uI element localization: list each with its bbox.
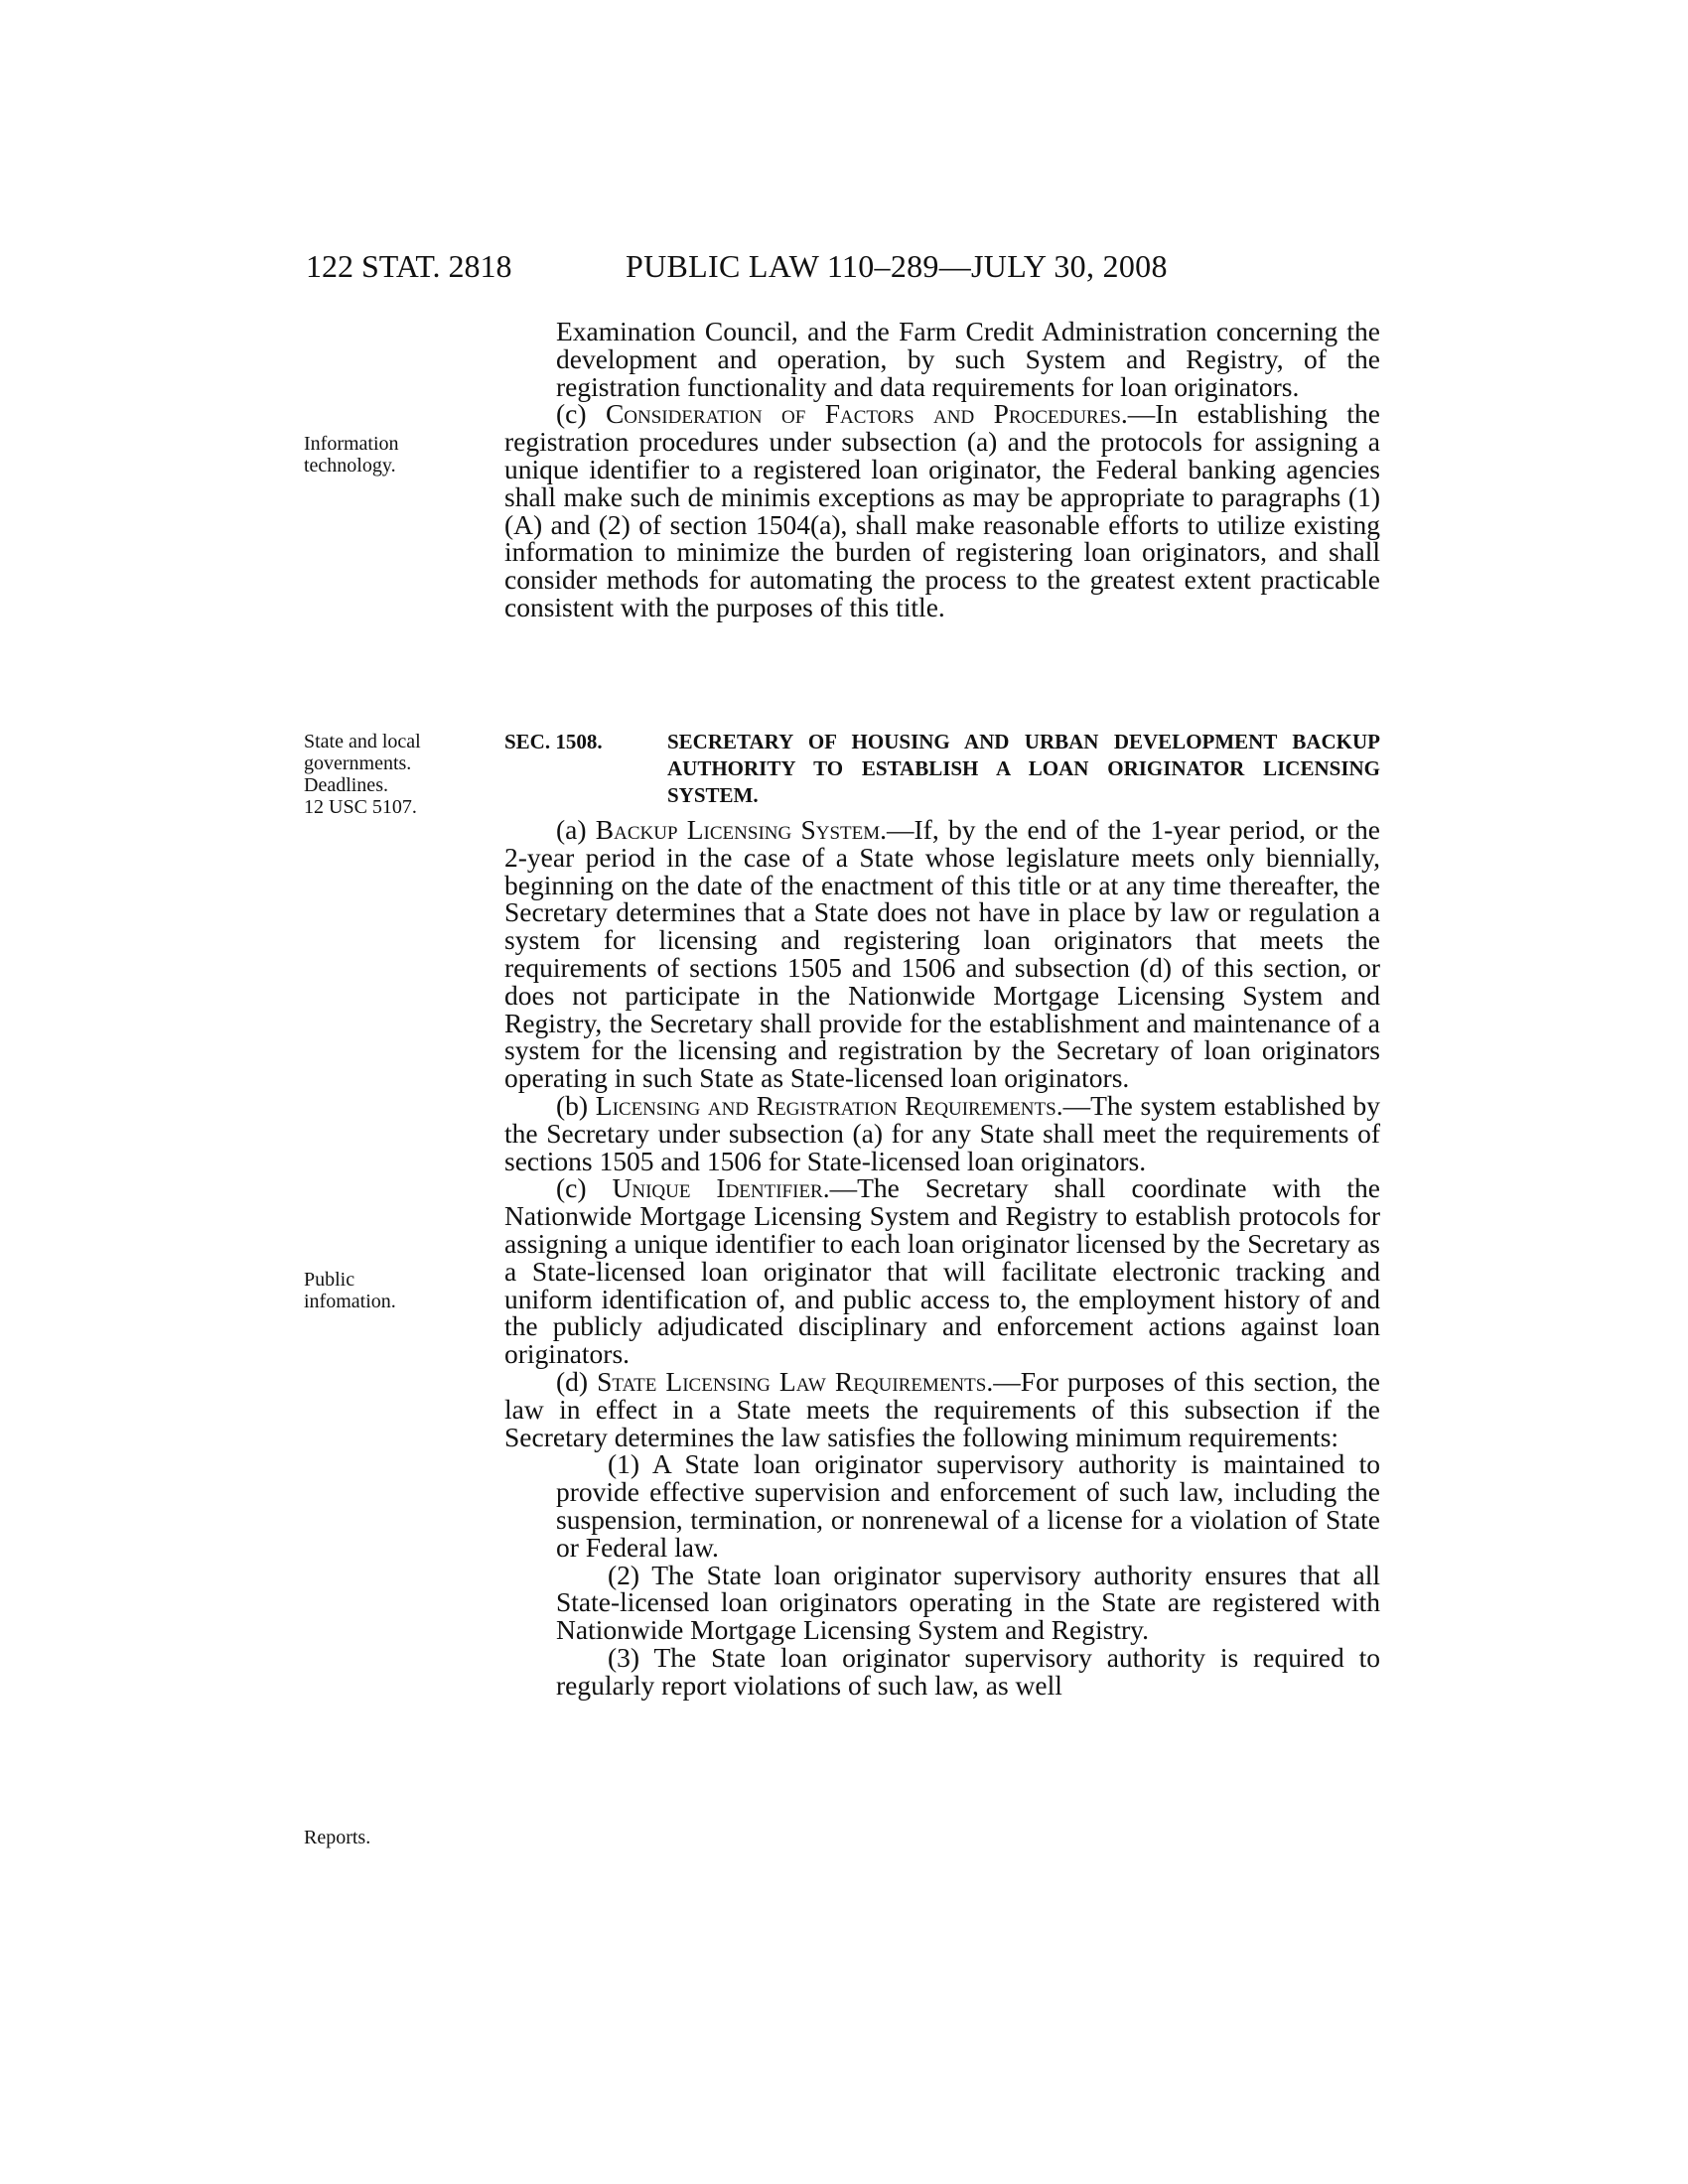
paragraph-d2: (2) The State loan originator supervisory authority ensures that all State-licensed loan originators operating in the State are registered with Nationwide Mortgage Licensing System and Registry. — [556, 1559, 1380, 1646]
subsection-c-unique-identifier: (c) Unique Identifier.—The Secretary shall coordinate with the Nationwide Mortgage Licensing System and Registry to establish protocols for assigning a unique identifier to each loan originator licensed by the Secretary as a State-licensed loan originator that will facilitate electronic tracking and uniform identification of, and public access to, the employment history of and the publicly adjudicated disciplinary and enforcement actions against loan originators. — [504, 1172, 1380, 1370]
section-title: SECRETARY OF HOUSING AND URBAN DEVELOPMENT BACKUP AUTHORITY TO ESTABLISH A LOAN ORIGINATOR LICENSING SYSTEM. — [667, 730, 1380, 807]
margin-note-state-local: State and local governments. Deadlines. 12 USC 5107. — [304, 731, 421, 818]
section-heading-1508 — [504, 729, 1380, 809]
subsection-d-state-law: (d) State Licensing Law Requirements.—For purposes of this section, the law in effect in a State meets the requirements of this subsection if the Secretary determines the law satisfies the following minimum requirements: — [504, 1365, 1380, 1452]
subsection-heading: Unique Identifier — [612, 1172, 823, 1204]
section-number: SEC. 1508. — [504, 730, 603, 753]
subsection-c-consideration: (c) Consideration of Factors and Procedures.—In establishing the registration procedures under subsection (a) and the protocols for assigning a unique identifier to a registered loan originator, the Federal banking agencies shall make such de minimis exceptions as may be appropriate to paragraphs (1)(A) and (2) of section 1504(a), shall make reasonable efforts to utilize existing information to minimize the burden of registering loan originators, and shall consider methods for automating the process to the greatest extent practicable consistent with the purposes of this title. — [504, 398, 1380, 622]
subsection-heading: Consideration of Factors and Procedures — [605, 398, 1121, 430]
page-stat-citation: 122 STAT. 2818 — [306, 248, 512, 284]
margin-note-public-information: Public infomation. — [304, 1269, 396, 1312]
subsection-heading: State Licensing Law Requirements — [597, 1365, 987, 1397]
body-lower — [504, 816, 1380, 1700]
paragraph-d1: (1) A State loan originator supervisory authority is maintained to provide effective supervision and enforcement of such law, including the suspension, termination, or nonrenewal of a license for a violation of State or Federal law. — [556, 1448, 1380, 1563]
margin-note-information-technology: Information technology. — [304, 433, 399, 477]
continuation-paragraph: Examination Council, and the Farm Credit Administration concerning the development and operation, by such System and Registry, of the registration functionality and data requirements for loan originators. — [556, 316, 1380, 402]
subsection-heading: Backup Licensing System — [595, 814, 881, 845]
subsection-a-backup: (a) Backup Licensing System.—If, by the end of the 1-year period, or the 2-year period in the case of a State whose legislature meets only biennially, beginning on the date of the enactment of this title or at any time thereafter, the Secretary determines that a State does not have in place by law or regulation a system for licensing and registering loan originators that meets the requirements of sections 1505 and 1506 and subsection (d) of this section, or does not participate in the Nationwide Mortgage Licensing System and Registry, the Secretary shall provide for the establishment and maintenance of a system for the licensing and registration by the Secretary of loan originators operating in such State as State-licensed loan originators. — [504, 814, 1380, 1094]
running-header: PUBLIC LAW 110–289—JULY 30, 2008 — [626, 248, 1168, 284]
margin-note-reports: Reports. — [304, 1827, 371, 1848]
subsection-heading: Licensing and Registration Requirements — [595, 1089, 1056, 1121]
subsection-b-licensing: (b) Licensing and Registration Requirements.—The system established by the Secretary under subsection (a) for any State shall meet the requirements of sections 1505 and 1506 for State-licensed loan originators. — [504, 1089, 1380, 1176]
body-upper — [504, 318, 1380, 621]
paragraph-d3: (3) The State loan originator supervisory authority is required to regularly report violations of such law, as well — [556, 1641, 1380, 1701]
